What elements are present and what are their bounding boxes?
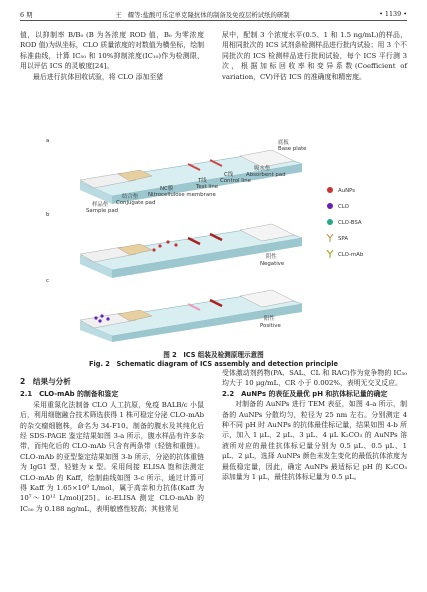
left-column-top — [20, 30, 204, 82]
legend-clo: CLO — [338, 204, 349, 210]
label-absorbent-pad: 吸水垫 — [254, 166, 271, 172]
journal-title: 王 耀等:盐酸可乐定单克隆抗体的制备及免疫层析试纸的研制 — [115, 11, 290, 19]
legend-clo-bsa: CLO-BSA — [338, 220, 362, 226]
result-negative-en: Negative — [260, 261, 285, 267]
clo-bsa-icon — [327, 219, 333, 225]
label-conjugate-pad-en: Conjugate pad — [116, 200, 156, 206]
subsection-heading: 2.2 AuNPs 的表征及最优 pH 和抗体标记量的确定 — [222, 389, 388, 398]
section-heading: 2 结果与分析 — [20, 377, 71, 386]
label-test-line: T线 — [198, 178, 207, 184]
label-sample-pad: 样品垫 — [92, 202, 109, 208]
result-positive-cn: 阳性 — [264, 316, 275, 322]
running-header — [20, 8, 407, 21]
clo-mab-icon — [327, 250, 333, 258]
paragraph: 对制备的 AuNPs 进行 TEM 表征，如图 4-a 所示，制备的 AuNPs 分散均匀，粒径为 25 nm 左右。分别测定 4 种不同 pH 时 AuNPs 的抗体最佳标记量，结果如图 4-b 所示，加入 1 μL、2 μL、3 μL、4 μL K₂CO₃ 的 AuNPs 溶液所对应的最佳抗体标记量分别为 0.5 μL、0.5 μL、1 μL、2 μL，选择 AuNPs 颜色未发生变化的最低抗体浓度为最低稳定量，因此，确定 AuNPs 最适标记 pH 的 K₂CO₃ 添加量为 1 μL，最佳抗体标记量为 0.5 μL。 — [222, 400, 407, 482]
legend-clo-mab: CLO-mAb — [338, 252, 364, 258]
paragraph: 受体激动剂药物(PA、SAL、CL 和 RAC)作为竞争物的 IC₅₀ 均大于 10 μg/mL，CR 小于 0.002%，表明无交叉反应。 — [222, 369, 407, 388]
result-negative-cn: 阴性 — [266, 254, 277, 260]
subsection-heading: 2.1 CLO-mAb 的制备和鉴定 — [20, 390, 119, 399]
ics-schematic-figure — [40, 130, 390, 342]
paragraph: 最后进行抗体回收试验，将 CLO 添加至猪 — [33, 72, 164, 81]
legend-spa: SPA — [338, 236, 349, 242]
label-control-line-en: Control line — [220, 178, 251, 184]
figure-legend — [327, 187, 364, 258]
label-base-plate: 底板 — [278, 140, 289, 146]
panel-label-b: b — [46, 212, 50, 218]
legend-aunps: AuNPs — [338, 188, 356, 194]
label-sample-pad-en: Sample pad — [86, 208, 119, 214]
result-positive-en: Positive — [260, 323, 281, 329]
label-absorbent-pad-en: Absorbent pad — [246, 172, 286, 178]
aunps-icon — [327, 187, 333, 193]
right-column-bottom — [222, 368, 407, 482]
label-conjugate-pad: 结合垫 — [122, 194, 139, 200]
panel-label-c: c — [46, 278, 49, 284]
paragraph: 值，以抑制率 B/B₀ (B 为各浓度 ROD 值，B₀ 为零浓度 ROD 值)为纵坐标，CLO 质量浓度的对数值为横坐标，绘制标准曲线，计算 IC₅₀ 和 10%抑制浓度(IC₁₀)作为检测限，用以评估 ICS 的灵敏度[24]。 — [20, 31, 204, 71]
right-column-top — [222, 30, 407, 82]
paragraph: 尿中，配制 3 个浓度水平(0.5、1 和 1.5 ng/mL)的样品，用相同批次的 ICS 试剂条检测样品进行批内试验；用 3 个不同批次的 ICS 检测样品进行批间试验，每个 ICS 平行测 3 次，根据加标回收率和变异系数(Coefficient of variation，CV)评估 ICS 的准确度和精密度。 — [222, 31, 407, 81]
label-nc-membrane: NC膜 — [160, 186, 174, 192]
test-strip-b-negative — [80, 224, 302, 278]
page-number: • 1139 • — [379, 10, 407, 18]
label-test-line-en: Test line — [196, 184, 219, 190]
spa-icon — [327, 234, 333, 242]
left-column-bottom — [20, 375, 204, 514]
clo-icon — [327, 203, 333, 209]
label-base-plate-en: Base plate — [278, 146, 307, 152]
paragraph: 采用重氮化法制备 CLO 人工抗原，免疫 BALB/c 小鼠后，利用细胞融合技术筛选获得 1 株可稳定分泌 CLO-mAb 的杂交瘤细胞株，命名为 34-F10。制备的腹水及其纯化后经 SDS-PAGE 鉴定结果如图 3-a 所示，腹水样品有许多杂带，而纯化后的 CLO-mAb 只含有两条带（轻链和重链）。CLO-mAb 的亚型鉴定结果如图 3-b 所示，分泌的抗体重链为 IgG1 型，轻链为 κ 型。采用间接 ELISA 饱和法测定 CLO-mAb 的 Kaff，绘制曲线如图 3-c 所示，通过计算可得 Kaff 为 1.65×10⁹ L/mol，属于高亲和力抗体(Kaff 为 10⁷～10¹² L/mol)[25]。ic-ELISA 测定 CLO-mAb 的 IC₅₀ 为 0.188 ng/mL，表明敏感性较高；其他常见 — [20, 400, 204, 513]
label-control-line: C线 — [224, 172, 234, 178]
label-nc-membrane-en: Nitrocellulose membrane — [148, 192, 216, 198]
issue-number: 6 期 — [20, 11, 33, 19]
figure-caption-cn: 图 2 ICS 组装及检测原理示意图 — [163, 351, 264, 359]
figure-caption-en: Fig. 2 Schematic diagram of ICS assembly and detection principle — [89, 360, 338, 368]
panel-label-a: a — [46, 138, 50, 144]
